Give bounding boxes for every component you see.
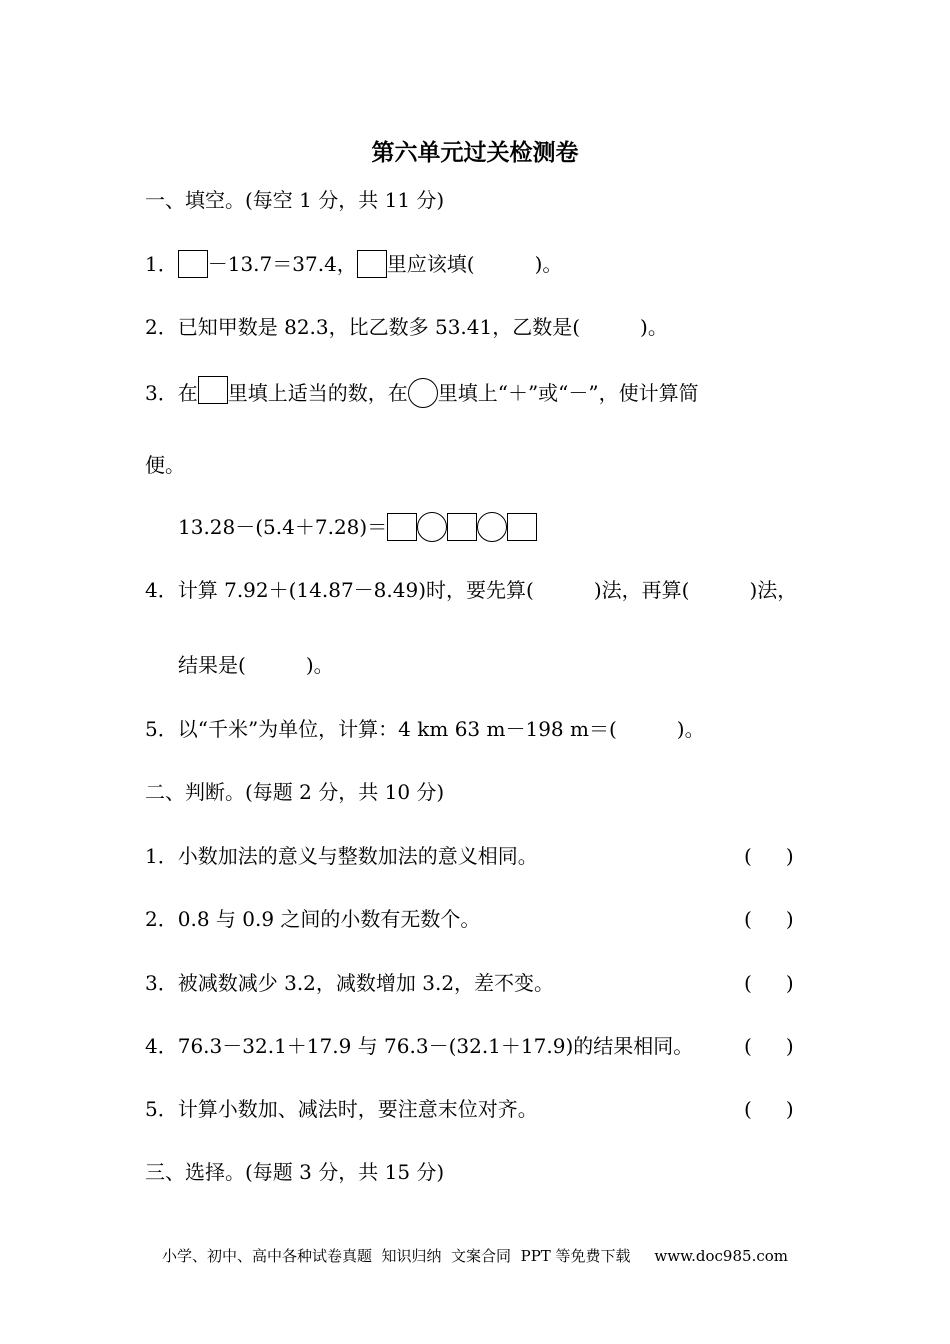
answer-parentheses[interactable]: ( ) [744, 844, 794, 868]
question-1-4 [145, 577, 797, 603]
section2-heading: 二、判断。(每题 2 分，共 10 分) [145, 780, 445, 804]
answer-box[interactable] [387, 513, 417, 541]
question-text: )。 [676, 717, 705, 741]
question-text: 里应该填( [386, 252, 475, 276]
question-number: 3． [145, 381, 178, 405]
question-1-3-continuation: 便。 [145, 453, 185, 477]
question-text: )。 [305, 653, 334, 677]
question-text: 里填上“＋”或“－”，使计算简 [437, 381, 699, 405]
answer-parentheses[interactable]: ( ) [744, 971, 794, 995]
question-text: )。 [534, 252, 563, 276]
box-symbol [198, 376, 228, 404]
judge-item-5 [145, 1096, 538, 1122]
question-text: 被减数减少 3.2，减数增加 3.2，差不变。 [177, 971, 555, 995]
question-number: 4． [145, 578, 178, 602]
answer-circle[interactable] [477, 512, 507, 542]
question-number: 5． [145, 717, 178, 741]
page-footer: 小学、初中、高中各种试卷真题 知识归纳 文案合同 PPT 等免费下载 www.doc985.com [161, 1247, 788, 1265]
judge-item-2 [145, 906, 480, 932]
question-text: 计算小数加、减法时，要注意末位对齐。 [177, 1097, 538, 1121]
judge-item-4 [145, 1033, 693, 1059]
answer-box[interactable] [178, 250, 208, 278]
section3-heading: 三、选择。(每题 3 分，共 15 分) [145, 1160, 445, 1184]
question-1-1 [145, 250, 562, 278]
page-title: 第六单元过关检测卷 [371, 140, 579, 166]
question-number: 1． [145, 252, 178, 276]
answer-box[interactable] [447, 513, 477, 541]
answer-parentheses[interactable]: ( ) [744, 907, 794, 931]
question-text: 以“千米”为单位，计算：4 km 63 m－198 m＝( [177, 717, 617, 741]
question-text: 0.8 与 0.9 之间的小数有无数个。 [177, 907, 481, 931]
question-1-4-continuation [178, 652, 334, 678]
question-number: 1． [145, 844, 178, 868]
question-text: )。 [640, 315, 668, 339]
question-text: 在 [177, 381, 198, 405]
judge-item-1 [145, 843, 538, 869]
question-1-2 [145, 314, 668, 340]
answer-parentheses[interactable]: ( ) [744, 1097, 794, 1121]
question-text: )法， [749, 578, 798, 602]
question-text: 76.3－32.1＋17.9 与 76.3－(32.1＋17.9)的结果相同。 [177, 1034, 694, 1058]
answer-parentheses[interactable]: ( ) [744, 1034, 794, 1058]
answer-circle[interactable] [417, 512, 447, 542]
answer-box[interactable] [507, 513, 537, 541]
question-number: 2． [145, 315, 178, 339]
question-number: 2． [145, 907, 178, 931]
question-number: 4． [145, 1034, 178, 1058]
question-text: 里填上适当的数，在 [227, 381, 408, 405]
question-text: 结果是( [178, 653, 246, 677]
judge-item-3 [145, 970, 554, 996]
question-1-5 [145, 716, 705, 742]
question-text: 计算 7.92＋(14.87－8.49)时，要先算( [177, 578, 534, 602]
question-text: )法，再算( [593, 578, 690, 602]
question-text: －13.7＝37.4， [207, 252, 357, 276]
question-1-3-expression [178, 512, 537, 542]
answer-box-reference [357, 250, 387, 278]
question-1-3 [145, 376, 699, 408]
circle-symbol [408, 378, 438, 408]
question-text: 已知甲数是 82.3，比乙数多 53.41，乙数是( [177, 315, 581, 339]
question-number: 5． [145, 1097, 178, 1121]
section1-heading: 一、填空。(每空 1 分，共 11 分) [145, 188, 445, 212]
expression-text: 13.28－(5.4＋7.28)＝ [178, 515, 388, 539]
question-number: 3． [145, 971, 178, 995]
question-text: 小数加法的意义与整数加法的意义相同。 [177, 844, 538, 868]
